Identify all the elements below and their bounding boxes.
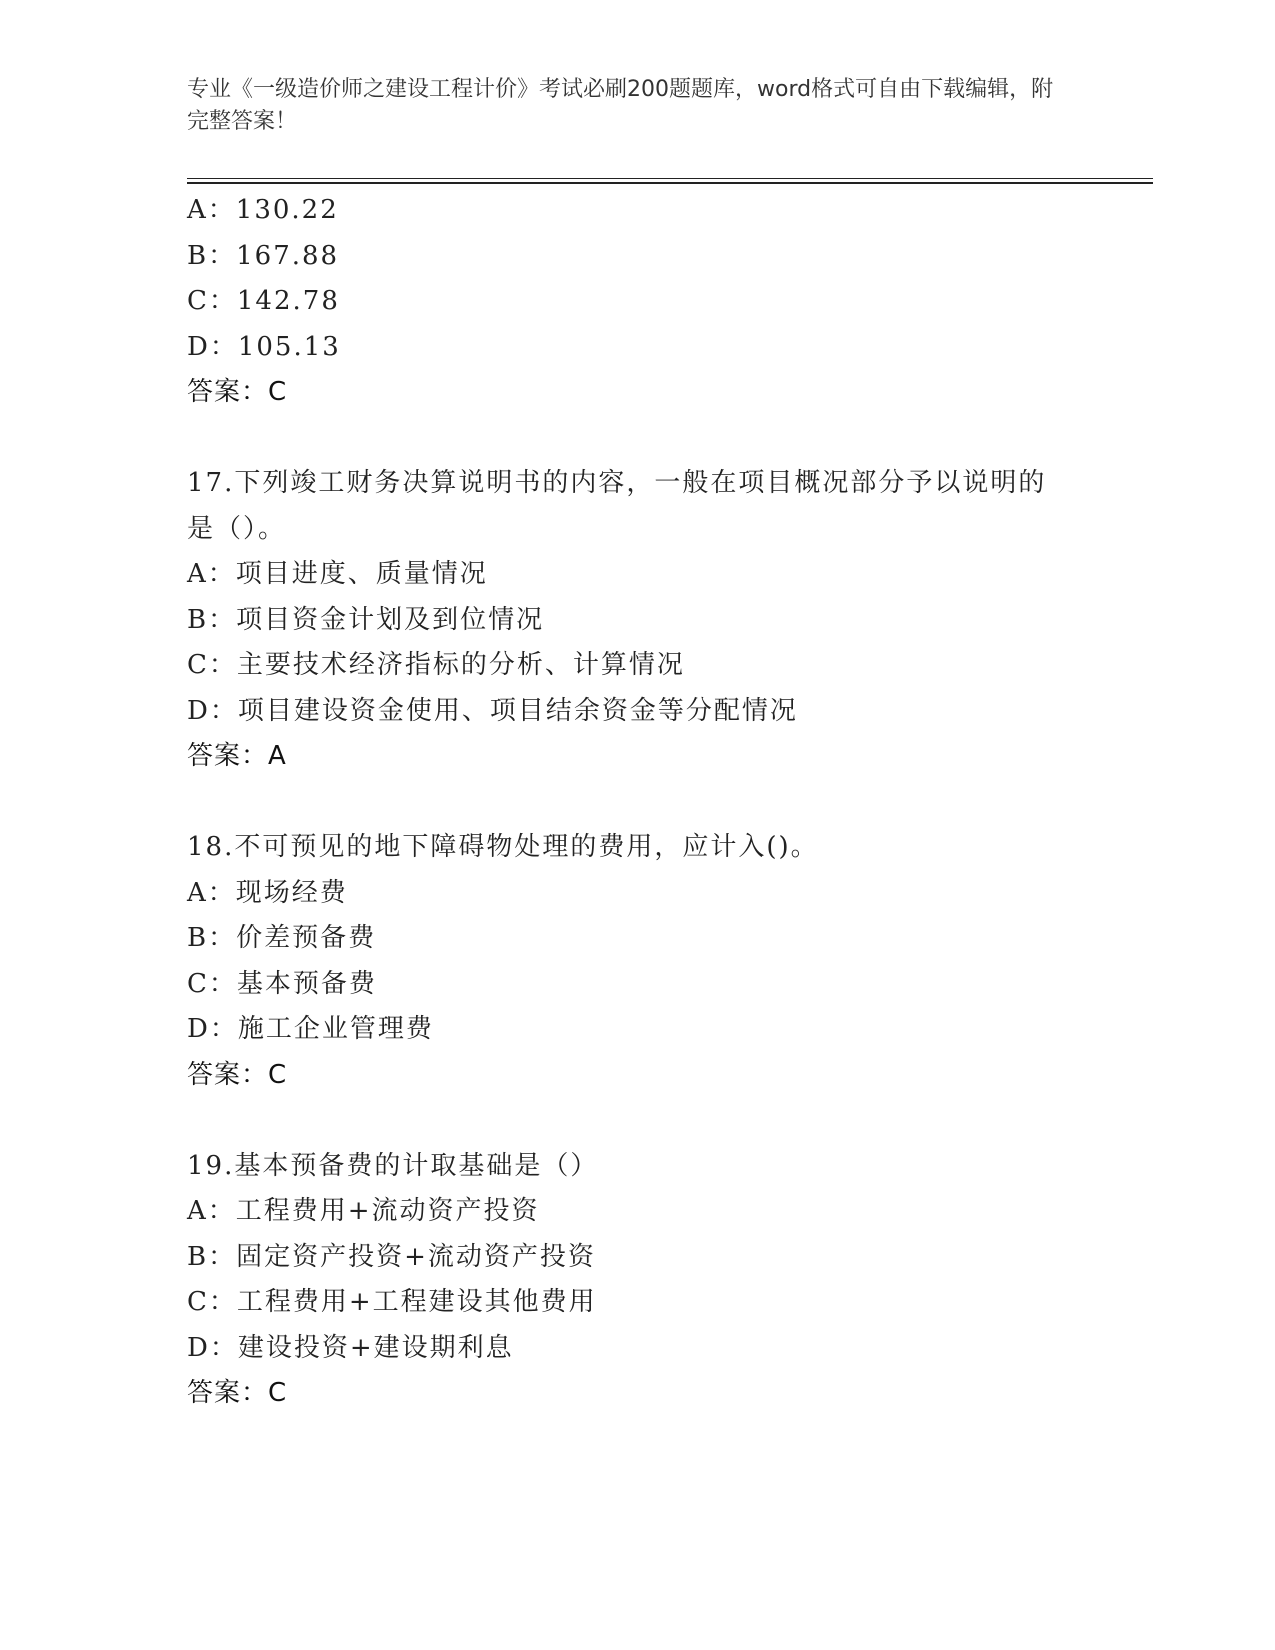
document-header: 专业《一级造价师之建设工程计价》考试必刷200题题库，word格式可自由下载编辑，附完整答案！ bbox=[187, 77, 1054, 134]
answer: 答案：A bbox=[187, 741, 287, 771]
question-block-16 bbox=[187, 188, 1087, 416]
option-b: B：固定资产投资+流动资产投资 bbox=[187, 1241, 596, 1272]
option-c: C：142.78 bbox=[187, 286, 340, 316]
question-block-18 bbox=[187, 825, 1087, 1098]
option-d: D：建设投资+建设期利息 bbox=[187, 1332, 514, 1363]
option-b: B：价差预备费 bbox=[187, 923, 377, 953]
option-c: C：工程费用+工程建设其他费用 bbox=[187, 1287, 597, 1317]
option-b: B：167.88 bbox=[187, 240, 340, 271]
answer: 答案：C bbox=[187, 377, 288, 407]
question-text: 17.下列竣工财务决算说明书的内容，一般在项目概况部分予以说明的是（）。 bbox=[187, 468, 1047, 544]
answer: 答案：C bbox=[187, 1059, 288, 1090]
option-d: D：105.13 bbox=[187, 331, 341, 362]
option-d: D：施工企业管理费 bbox=[187, 1014, 434, 1044]
question-block-17 bbox=[187, 461, 1087, 780]
document-body bbox=[187, 188, 1087, 1417]
option-a: A：现场经费 bbox=[187, 877, 348, 908]
header-divider-thin bbox=[187, 178, 1153, 179]
option-a: A：130.22 bbox=[187, 195, 339, 225]
answer: 答案：C bbox=[187, 1378, 288, 1408]
option-a: A：项目进度、质量情况 bbox=[187, 559, 488, 589]
option-a: A：工程费用+流动资产投资 bbox=[187, 1196, 540, 1226]
option-b: B：项目资金计划及到位情况 bbox=[187, 604, 545, 635]
header-divider-thick bbox=[187, 182, 1153, 184]
question-block-19 bbox=[187, 1144, 1087, 1417]
option-d: D：项目建设资金使用、项目结余资金等分配情况 bbox=[187, 695, 798, 726]
question-text: 19.基本预备费的计取基础是（） bbox=[187, 1150, 599, 1181]
option-c: C：主要技术经济指标的分析、计算情况 bbox=[187, 650, 685, 680]
question-text: 18.不可预见的地下障碍物处理的费用，应计入()。 bbox=[187, 832, 819, 862]
option-c: C：基本预备费 bbox=[187, 968, 377, 999]
